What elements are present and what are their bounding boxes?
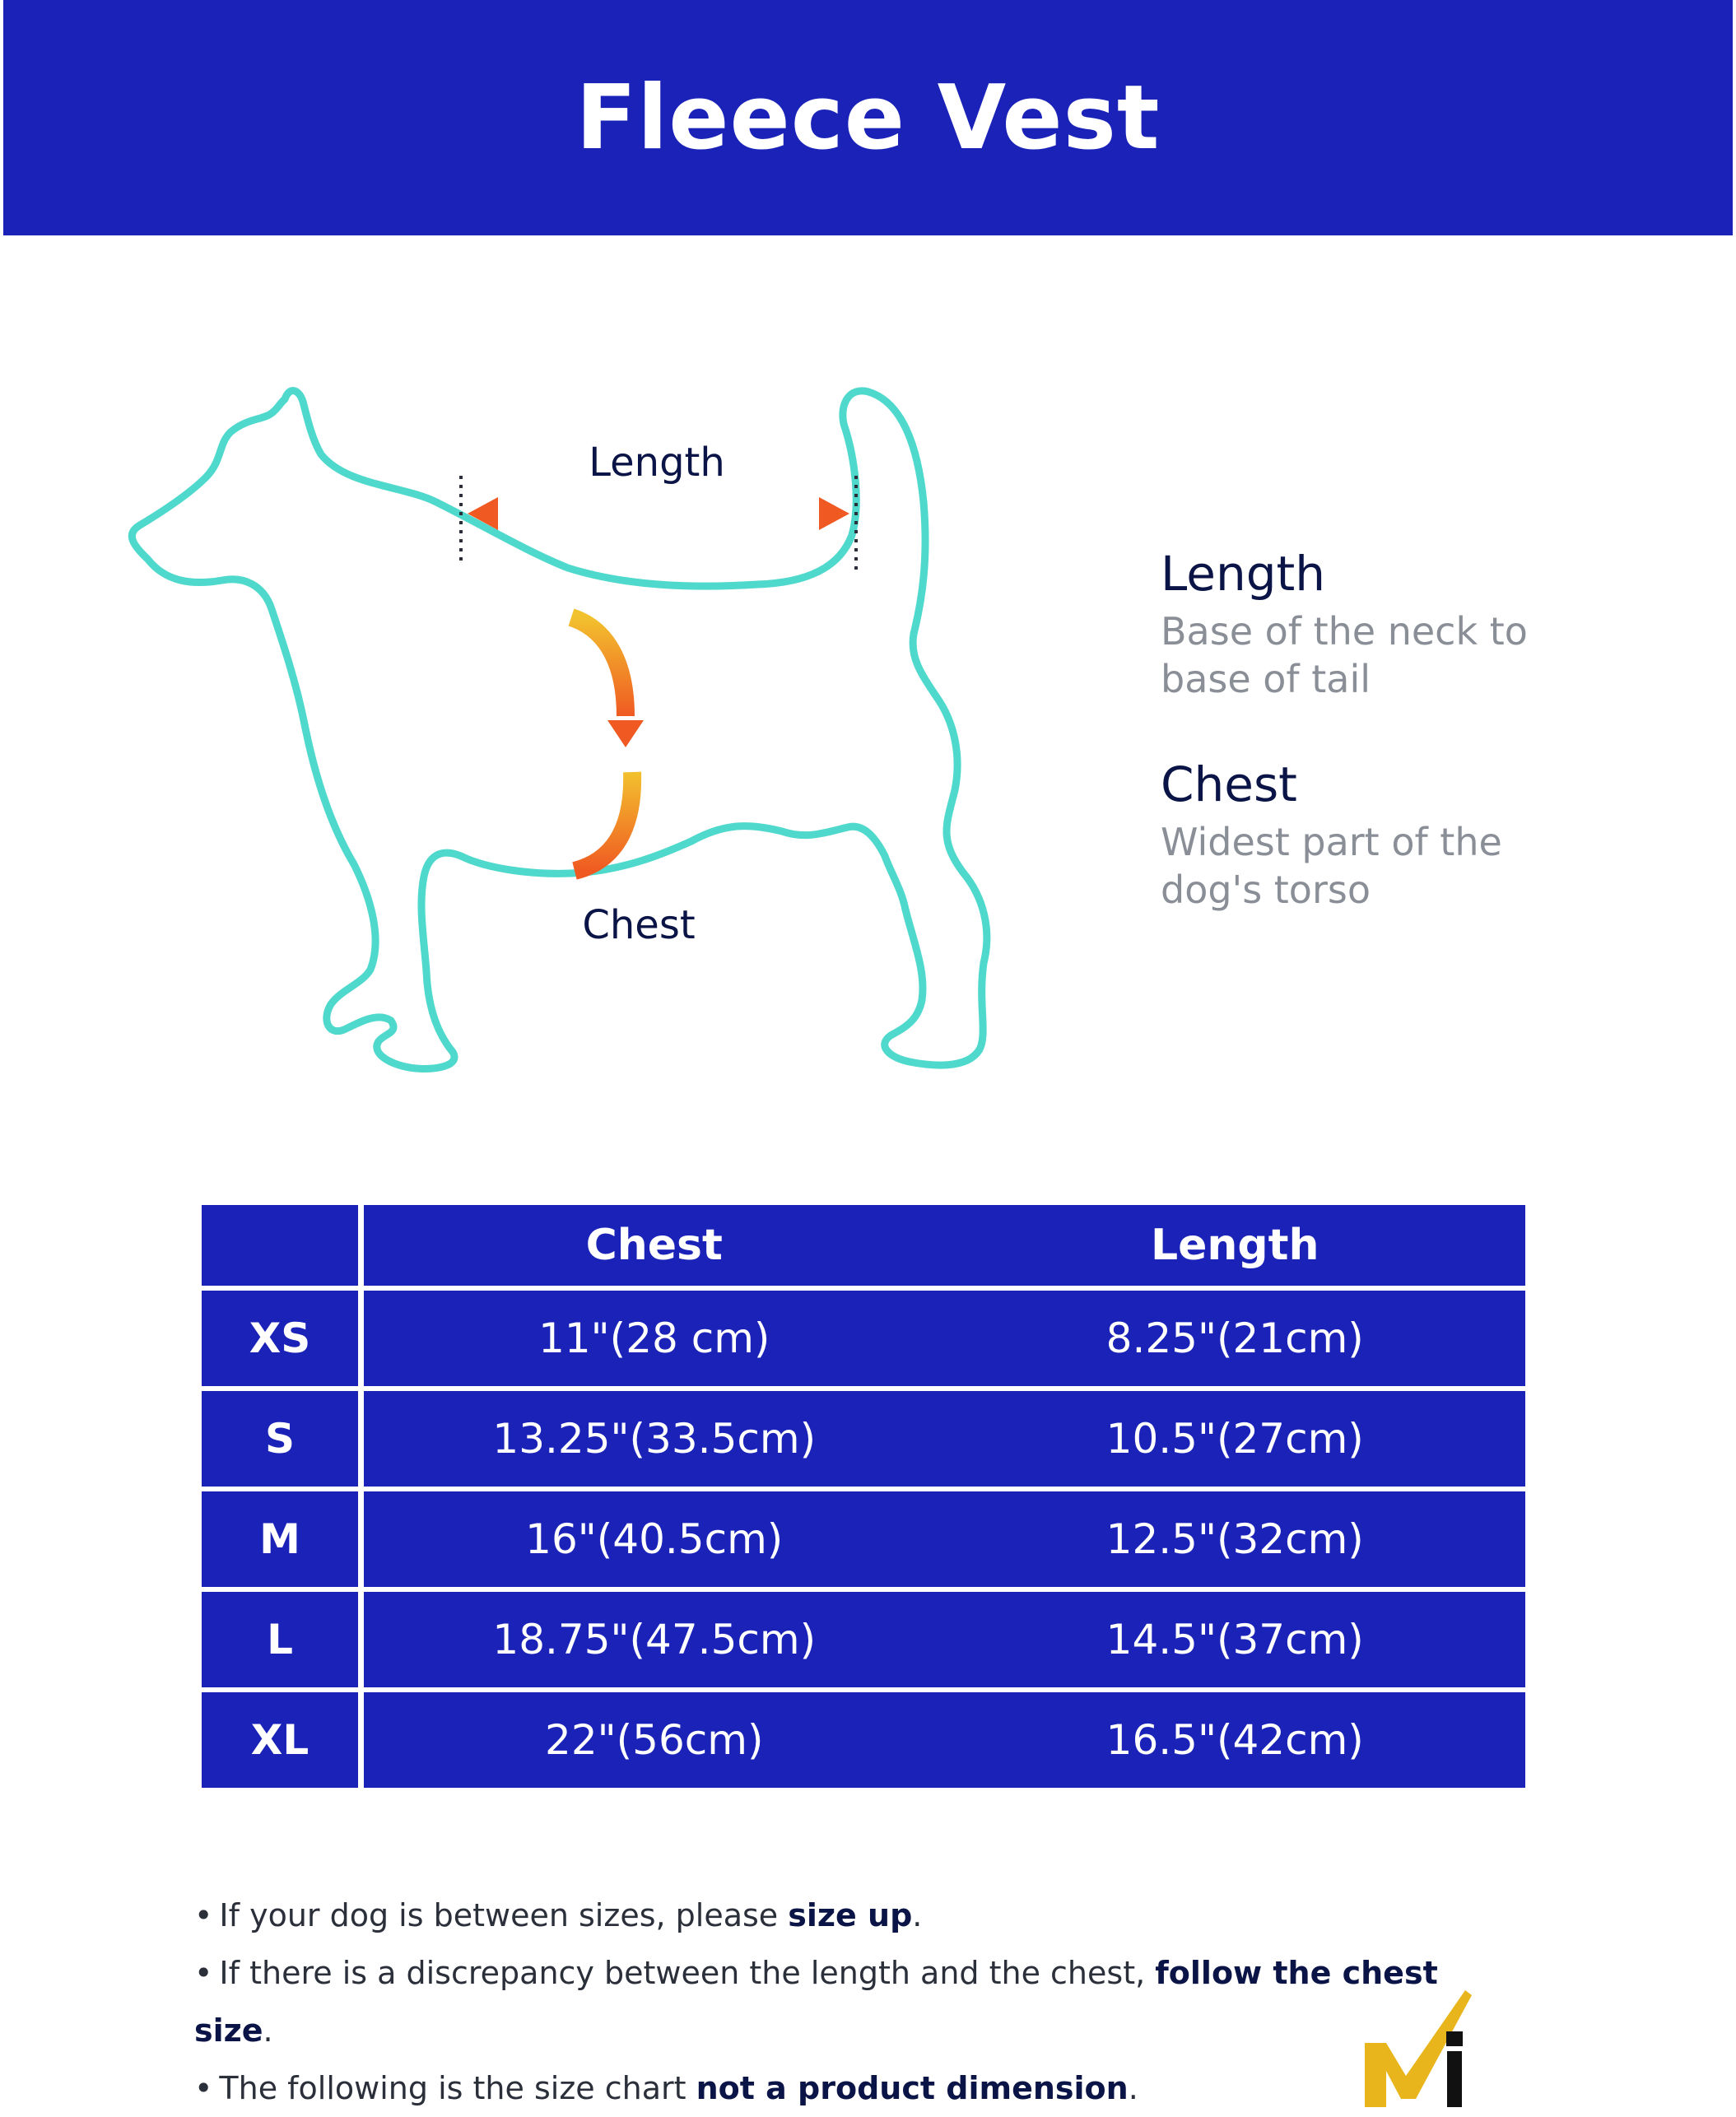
legend-length-desc-line1: Base of the neck to — [1161, 609, 1528, 654]
chest-cell: 18.75"(47.5cm) — [364, 1592, 945, 1692]
note-item — [194, 2059, 1511, 2117]
length-cell: 8.25"(21cm) — [945, 1291, 1526, 1391]
size-cell: S — [202, 1391, 364, 1491]
header-size — [202, 1205, 364, 1291]
note-emphasis: not a product dimension — [696, 2070, 1129, 2106]
header-length: Length — [945, 1205, 1526, 1291]
legend-length-title: Length — [1161, 546, 1326, 602]
note-emphasis: follow the chest size — [194, 1955, 1438, 2049]
chest-cell: 22"(56cm) — [545, 1716, 764, 1764]
legend-chest-title: Chest — [1161, 756, 1297, 812]
table-row — [202, 1592, 1525, 1692]
header-chest: Chest — [364, 1205, 945, 1291]
chest-cell: 11"(28 cm) — [364, 1291, 945, 1391]
note-text: If there is a discrepancy between the length and the chest, — [219, 1955, 1156, 1991]
chest-arrow-icon — [571, 617, 644, 871]
note-emphasis: size up — [788, 1897, 913, 1933]
legend-chest-desc — [1161, 818, 1589, 914]
note-item — [194, 1944, 1511, 2059]
length-cell: 16.5"(42cm) — [1105, 1716, 1364, 1764]
sizing-notes — [194, 1887, 1511, 2117]
table-row — [202, 1491, 1525, 1592]
note-text: If your dog is between sizes, please — [219, 1897, 789, 1933]
table-row — [202, 1391, 1525, 1491]
length-cell: 14.5"(37cm) — [945, 1592, 1526, 1692]
legend-chest-desc-line1: Widest part of the — [1161, 820, 1502, 864]
header-banner — [3, 0, 1733, 235]
diagram-chest-label: Chest — [582, 902, 696, 948]
chest-cell: 16"(40.5cm) — [364, 1491, 945, 1592]
note-text: The following is the size chart — [219, 2070, 696, 2106]
checkmark-m-logo-icon — [1358, 1984, 1482, 2107]
measurement-diagram — [99, 362, 1054, 1136]
page-title: Fleece Vest — [575, 66, 1161, 170]
length-arrow-icon — [468, 497, 849, 530]
note-item — [194, 1887, 1511, 1944]
size-cell: XS — [202, 1291, 364, 1391]
dog-diagram-svg — [99, 362, 1054, 1136]
size-chart-table — [202, 1205, 1525, 1788]
dog-outline-icon — [132, 391, 986, 1069]
legend-length-desc — [1161, 607, 1589, 703]
size-cell: L — [202, 1592, 364, 1692]
legend-length-desc-line2: base of tail — [1161, 657, 1371, 701]
legend-chest — [1161, 757, 1589, 914]
length-cell: 12.5"(32cm) — [945, 1491, 1526, 1592]
length-cell: 10.5"(27cm) — [945, 1391, 1526, 1491]
size-cell: M — [202, 1491, 364, 1592]
diagram-length-label: Length — [589, 440, 725, 486]
size-cell: XL — [202, 1692, 364, 1788]
legend-length — [1161, 547, 1589, 703]
chest-cell: 13.25"(33.5cm) — [364, 1391, 945, 1491]
table-row — [202, 1291, 1525, 1391]
legend-chest-desc-line2: dog's torso — [1161, 868, 1371, 912]
note-tail: . — [1128, 2070, 1138, 2106]
brand-logo — [1358, 1984, 1482, 2107]
note-tail: . — [912, 1897, 923, 1933]
table-header-row — [202, 1205, 1525, 1291]
table-row — [202, 1692, 1525, 1788]
note-tail: . — [263, 2012, 273, 2049]
